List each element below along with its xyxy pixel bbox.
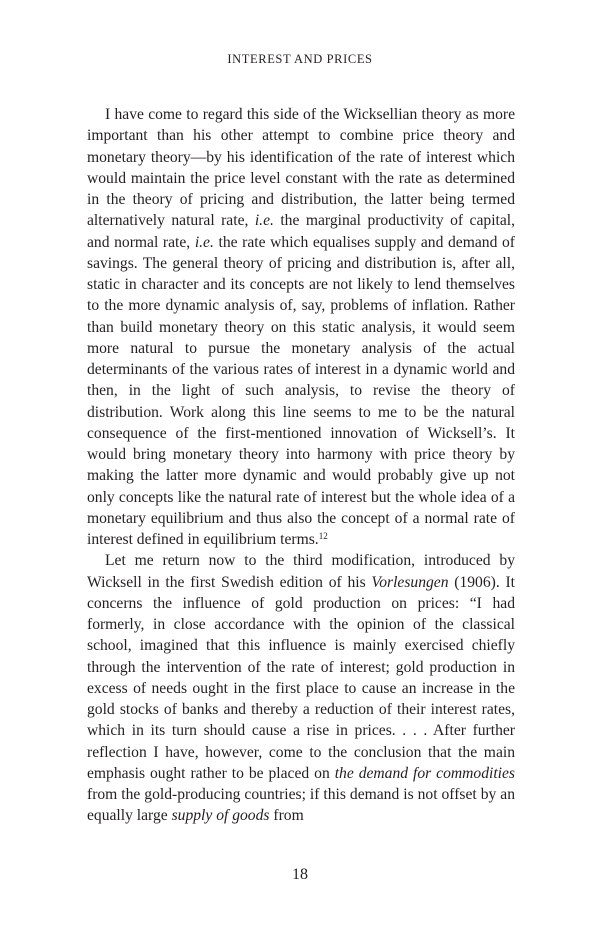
running-head: INTEREST AND PRICES	[227, 52, 373, 66]
paragraph-2	[87, 550, 515, 826]
paragraph-2-text-c: from the gold-producing countries; if this demand is not offset by an equally large	[87, 786, 515, 825]
paragraph-2-text-d: from	[269, 807, 304, 825]
paragraph-2-text-a: Let me return now to the third modification, introduced by Wicksell in the first Swedish edition of his	[87, 552, 515, 591]
emphasis-demand: the demand for commodities	[334, 764, 515, 782]
footnote-ref-12: 12	[318, 531, 328, 541]
page-number: 18	[292, 866, 308, 883]
ie-abbrev-2: i.e.	[194, 233, 214, 251]
body-text	[87, 104, 515, 827]
paragraph-1-text-c: the rate which equalises supply and demand of savings. The general theory of pricing and distribution is, after all, static in character and its concepts are not likely to lend themselves to the more dynamic analysis of, say, problems of inflation. Rather than build monetary theory on this static analysis, it would seem more natural to pursue the monetary analysis of the actual determinants of the various rates of interest in a dynamic world and then, in the light of such analysis, to revise the theory of distribution. Work along this line seems to me to be the natural consequence of the first-mentioned innovation of Wicksell’s. It would bring monetary theory into harmony with price theory by making the latter more dynamic and would probably give up not only concepts like the natural rate of interest but the whole idea of a monetary equilibrium and thus also the concept of a normal rate of interest defined in equilibrium terms.	[87, 233, 515, 548]
paragraph-1-text-b: the marginal productivity of capital, and normal rate,	[87, 212, 516, 251]
paragraph-2-text-b: (1906). It concerns the influence of gold production on prices: “I had formerly, in close accordance with the opinion of the classical school, imagined that this influence is mainly exercised chiefly through the intervention of the rate of interest; gold production in excess of needs ought in the first place to cause an increase in the gold stocks of banks and thereby a reduction of their interest rates, which in its turn should cause a rise in prices. . . . After further reflection I have, however, come to the conclusion that the main emphasis ought rather to be placed on	[87, 573, 516, 782]
ie-abbrev-1: i.e.	[254, 212, 274, 230]
book-title: Vorlesungen	[371, 573, 449, 591]
emphasis-supply: supply of goods	[171, 807, 270, 825]
paragraph-1-text-a: I have come to regard this side of the Wicksellian theory as more important than his other attempt to combine price theory and monetary theory—by his identification of the rate of interest which would maintain the price level constant with the rate as determined in the theory of pricing and distribution, the latter being termed alternatively natural rate,	[87, 106, 515, 230]
paragraph-1	[87, 104, 515, 550]
